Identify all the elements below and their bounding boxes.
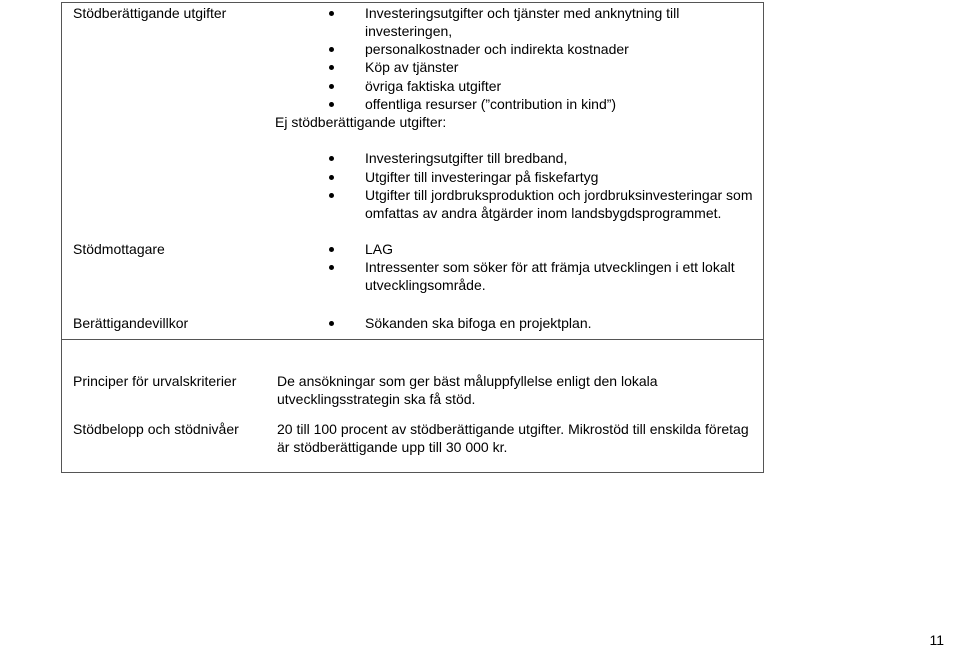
list-item: Utgifter till investeringar på fiskefartyg <box>365 169 599 185</box>
list-item: Sökanden ska bifoga en projektplan. <box>365 315 592 331</box>
bullet-icon <box>329 321 334 326</box>
selection-principles-text: utvecklingsstrategin ska få stöd. <box>277 391 476 407</box>
selection-principles-text: De ansökningar som ger bäst måluppfyllelse enligt den lokala <box>277 373 658 389</box>
bullet-icon <box>329 47 334 52</box>
ineligible-heading: Ej stödberättigande utgifter: <box>275 114 447 130</box>
section-label-eligibility-conditions: Berättigandevillkor <box>73 315 189 331</box>
bullet-icon <box>329 102 334 107</box>
bullet-icon <box>329 193 334 198</box>
support-amounts-text: 20 till 100 procent av stödberättigande utgifter. Mikrostöd till enskilda företag <box>277 421 749 437</box>
bullet-icon <box>329 11 334 16</box>
list-item-continuation: utvecklingsområde. <box>365 277 486 293</box>
list-item: offentliga resurser (”contribution in kind”) <box>365 96 617 112</box>
list-item: personalkostnader och indirekta kostnader <box>365 41 629 57</box>
list-item: Investeringsutgifter och tjänster med anknytning till <box>365 5 680 21</box>
bullet-icon <box>329 156 334 161</box>
list-item-continuation: omfattas av andra åtgärder inom landsbygdsprogrammet. <box>365 205 722 221</box>
list-item: Utgifter till jordbruksproduktion och jordbruksinvesteringar som <box>365 187 753 203</box>
bullet-icon <box>329 265 334 270</box>
list-item: Köp av tjänster <box>365 59 459 75</box>
bullet-icon <box>329 247 334 252</box>
list-item-continuation: investeringen, <box>365 23 453 39</box>
section-label-selection-principles: Principer för urvalskriterier <box>73 373 237 389</box>
bullet-icon <box>329 84 334 89</box>
bullet-icon <box>329 65 334 70</box>
support-amounts-text: är stödberättigande upp till 30 000 kr. <box>277 439 508 455</box>
list-item: Intressenter som söker för att främja utvecklingen i ett lokalt <box>365 259 735 275</box>
list-item: LAG <box>365 241 394 257</box>
list-item: Investeringsutgifter till bredband, <box>365 150 568 166</box>
bullet-icon <box>329 175 334 180</box>
list-item: övriga faktiska utgifter <box>365 78 502 94</box>
section-label-beneficiaries: Stödmottagare <box>73 241 165 257</box>
section-label-support-amounts: Stödbelopp och stödnivåer <box>73 421 239 437</box>
page-number: 11 <box>929 632 944 648</box>
section-label-eligible-costs: Stödberättigande utgifter <box>73 5 227 21</box>
